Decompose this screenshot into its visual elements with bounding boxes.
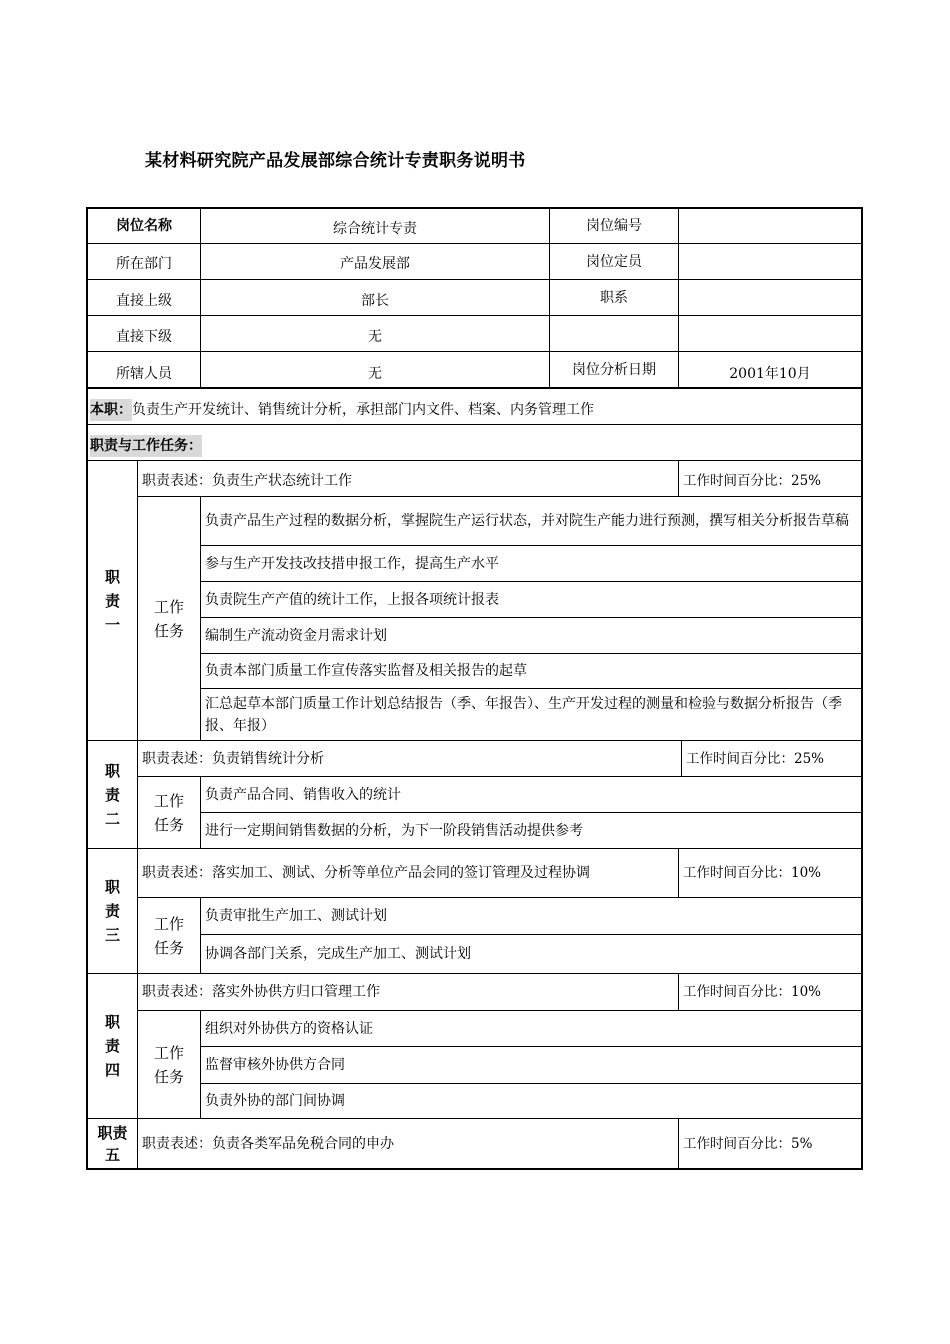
label-blank bbox=[550, 316, 678, 351]
value-subordinate: 无 bbox=[368, 329, 382, 345]
duty-2-label: 职 责 二 bbox=[104, 761, 120, 828]
value-analysis-date: 2001年10月 bbox=[729, 366, 811, 382]
value-supervisor: 部长 bbox=[361, 293, 389, 309]
duty-1-task-label: 工作 任务 bbox=[153, 597, 184, 640]
duty-2-task-1: 负责产品合同、销售收入的统计 bbox=[205, 786, 401, 803]
duty-2-task-label: 工作 任务 bbox=[153, 791, 184, 834]
duty-3-task-2: 协调各部门关系，完成生产加工、测试计划 bbox=[205, 946, 471, 962]
duty-1-task-2: 参与生产开发技改技措申报工作，提高生产水平 bbox=[205, 555, 499, 572]
label-position-number: 岗位编号 bbox=[586, 218, 642, 234]
label-headcount: 岗位定员 bbox=[586, 253, 642, 270]
duty-1-task-5: 负责本部门质量工作宣传落实监督及相关报告的起草 bbox=[205, 663, 527, 679]
duty-1-task-1: 负责产品生产过程的数据分析，掌握院生产运行状态，并对院生产能力进行预测，撰写相关分析报告草稿 bbox=[205, 513, 849, 529]
duty-4-task-label: 工作 任务 bbox=[153, 1043, 184, 1086]
label-job-family: 职系 bbox=[600, 289, 628, 306]
duty-4-task-3: 负责外协的部门间协调 bbox=[205, 1093, 345, 1109]
duty-4-label: 职 责 四 bbox=[104, 1013, 120, 1079]
duty-3-pct: 工作时间百分比：10% bbox=[683, 865, 822, 881]
value-position-number bbox=[679, 209, 861, 243]
duty-3-task-label: 工作 任务 bbox=[153, 914, 184, 957]
duty-5-pct: 工作时间百分比：5% bbox=[683, 1135, 813, 1152]
label-analysis-date: 岗位分析日期 bbox=[572, 361, 656, 378]
duty-2-desc: 职责表述：负责销售统计分析 bbox=[142, 750, 324, 767]
duty-3-desc: 职责表述：落实加工、测试、分析等单位产品会同的签订管理及过程协调 bbox=[142, 865, 590, 881]
section-title: 职责与工作任务： bbox=[90, 435, 202, 457]
label-supervisor: 直接上级 bbox=[116, 293, 172, 309]
value-headcount bbox=[679, 244, 861, 279]
duty-summary-text: 负责生产开发统计、销售统计分析，承担部门内文件、档案、内务管理工作 bbox=[132, 402, 594, 418]
document-title: 某材料研究院产品发展部综合统计专责职务说明书 bbox=[145, 151, 526, 171]
section-heading bbox=[88, 434, 858, 458]
value-blank bbox=[679, 316, 861, 351]
duty-2-task-2: 进行一定期间销售数据的分析，为下一阶段销售活动提供参考 bbox=[205, 822, 583, 839]
duty-4-desc: 职责表述：落实外协供方归口管理工作 bbox=[142, 984, 380, 1000]
duty-4-task-1: 组织对外协供方的资格认证 bbox=[205, 1020, 373, 1037]
duty-1-task-4: 编制生产流动资金月需求计划 bbox=[205, 627, 387, 644]
label-position-name: 岗位名称 bbox=[116, 218, 172, 234]
duty-3-task-1: 负责审批生产加工、测试计划 bbox=[205, 908, 387, 924]
value-staff: 无 bbox=[368, 366, 382, 382]
label-subordinate: 直接下级 bbox=[116, 329, 172, 345]
duty-1-task-3: 负责院生产产值的统计工作，上报各项统计报表 bbox=[205, 591, 499, 608]
duty-1-task-6: 汇总起草本部门质量工作计划总结报告（季、年报告）、生产开发过程的测量和检验与数据分析报告（季报、年报） bbox=[205, 695, 842, 734]
value-job-family bbox=[679, 280, 861, 315]
duty-1-pct: 工作时间百分比：25% bbox=[683, 472, 822, 489]
duty-4-task-2: 监督审核外协供方合同 bbox=[205, 1057, 345, 1073]
job-description-table bbox=[86, 207, 863, 1170]
value-position-name: 综合统计专责 bbox=[333, 221, 417, 237]
duty-summary bbox=[88, 397, 858, 423]
label-department: 所在部门 bbox=[116, 256, 172, 272]
duty-2-pct: 工作时间百分比：25% bbox=[686, 750, 825, 767]
label-staff: 所辖人员 bbox=[116, 366, 172, 382]
duty-summary-label: 本职： bbox=[90, 399, 132, 421]
value-department: 产品发展部 bbox=[340, 256, 410, 272]
duty-5-desc: 职责表述：负责各类军品免税合同的申办 bbox=[142, 1135, 394, 1152]
duty-1-label: 职 责 一 bbox=[104, 567, 120, 634]
duty-1-desc: 职责表述：负责生产状态统计工作 bbox=[142, 472, 352, 489]
duty-5-label: 职责 五 bbox=[97, 1123, 128, 1164]
duty-4-pct: 工作时间百分比：10% bbox=[683, 984, 822, 1000]
duty-3-label: 职 责 三 bbox=[104, 878, 120, 944]
